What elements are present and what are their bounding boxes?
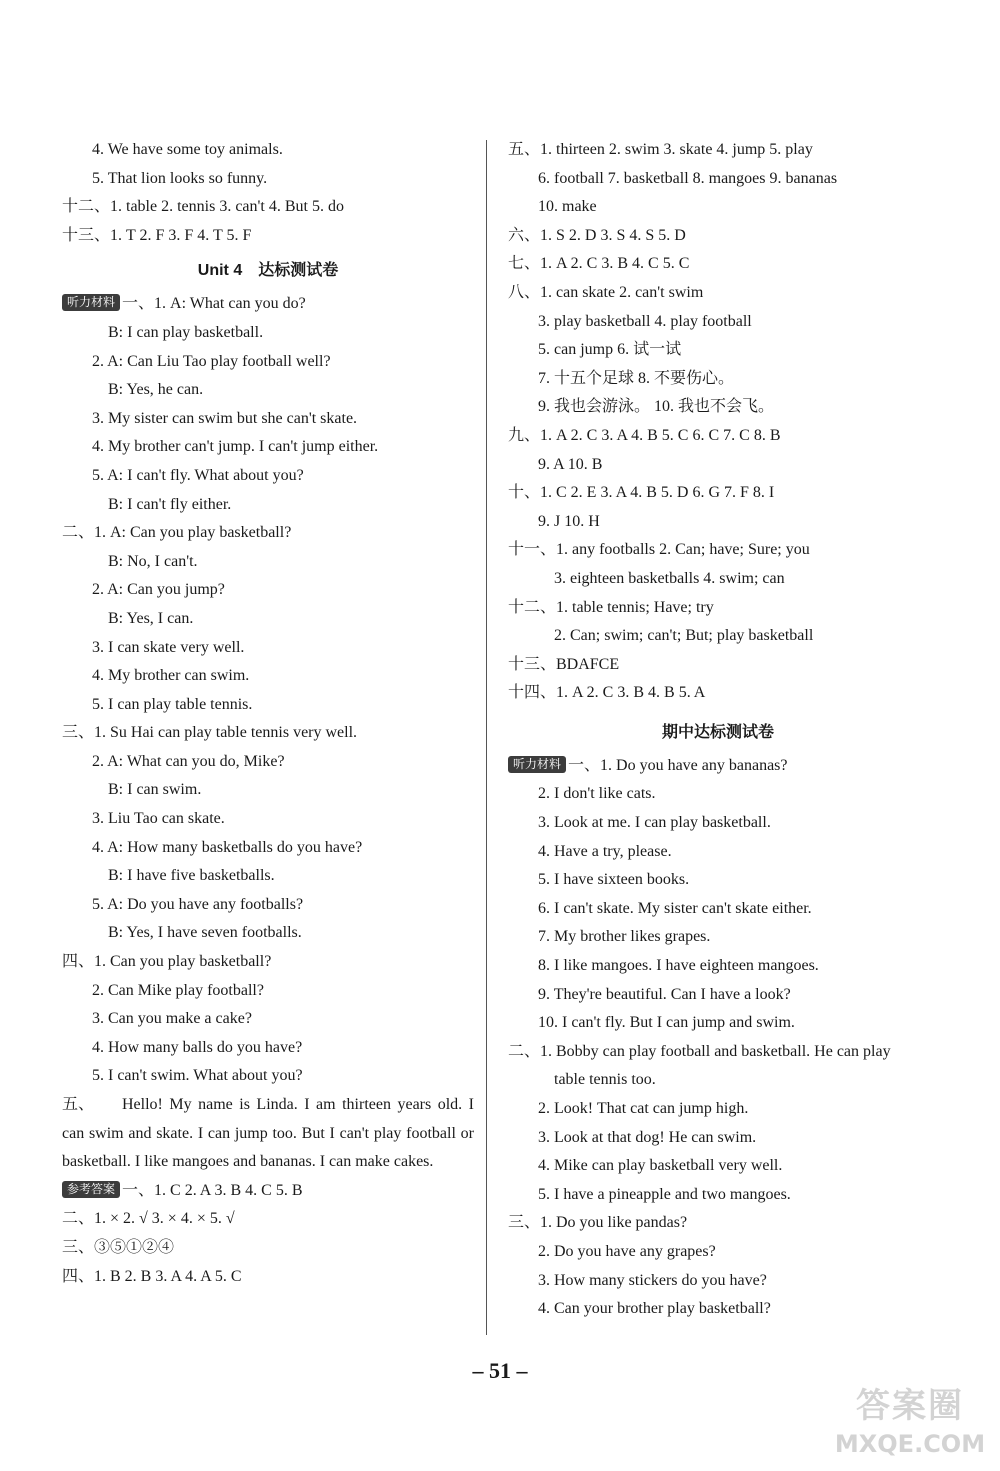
text-line: 4. How many balls do you have? [92,1038,303,1056]
passage-text: Hello! My name is Linda. I am thirteen years old. I can swim and skate. I can jump too. But I can't play football or basketball. I like mangoes and bananas. I can make cakes. [62,1096,474,1171]
passage [62,1091,474,1177]
text-line: B: Yes, I can. [108,609,194,627]
text-line: B: Yes, he can. [108,381,204,399]
text-line: 9. They're beautiful. Can I have a look? [538,985,791,1003]
answer-line: 十四、1. A 2. C 3. B 4. B 5. A [508,684,706,702]
answer-tag: 参考答案 [62,1181,120,1198]
text-line: 二、1. A: Can you play basketball? [62,524,292,542]
answer-line: 二、1. × 2. √ 3. × 4. × 5. √ [62,1210,235,1228]
text-line: B: I have five basketballs. [108,867,275,885]
text-line: 4. My brother can't jump. I can't jump either. [92,438,379,456]
listening-first-line [508,752,928,781]
text-line: table tennis too. [554,1071,656,1089]
answer-first-line [62,1177,474,1206]
text-line: 2. Can Mike play football? [92,981,264,999]
answer-line: 十二、1. table 2. tennis 3. can't 4. But 5. do [62,198,344,216]
text-line: 7. My brother likes grapes. [538,928,711,946]
text-line: B: Yes, I have seven footballs. [108,924,302,942]
answer-line: 十、1. C 2. E 3. A 4. B 5. D 6. G 7. F 8. I [508,484,775,502]
text-line: 5. I can play table tennis. [92,695,253,713]
answer-line: 八、1. can skate 2. can't swim [508,283,704,301]
answer-line: 十一、1. any footballs 2. Can; have; Sure; you [508,541,810,559]
text-line: 四、1. Can you play basketball? [62,953,272,971]
text-line: 2. Do you have any grapes? [538,1242,716,1260]
text-line: B: I can't fly either. [108,495,232,513]
passage-label: 五、 [62,1096,95,1113]
answer-line: 一、1. C 2. A 3. B 4. C 5. B [122,1181,303,1199]
answer-line: 9. 我也会游泳。 10. 我也不会飞。 [538,398,775,416]
answer-line: 九、1. A 2. C 3. A 4. B 5. C 6. C 7. C 8. B [508,426,781,444]
answer-line: 七、1. A 2. C 3. B 4. C 5. C [508,255,690,273]
text-line: 2. Look! That cat can jump high. [538,1100,749,1117]
text-line: 4. My brother can swim. [92,667,250,685]
text-line: 10. I can't fly. But I can jump and swim. [538,1014,795,1032]
text-line: 2. A: Can you jump? [92,581,225,599]
text-line: B: No, I can't. [108,552,198,570]
unit-title: Unit 4 达标测试卷 [197,262,339,280]
text-line: 5. That lion looks so funny. [92,169,268,187]
answer-line: 3. play basketball 4. play football [538,312,752,330]
answer-line: 十二、1. table tennis; Have; try [508,598,714,616]
text-line: 2. A: Can Liu Tao play football well? [92,352,331,370]
listening-tag: 听力材料 [508,756,566,773]
column-divider [486,140,487,1335]
midterm-title: 期中达标测试卷 [661,723,774,741]
text-line: 5. I can't swim. What about you? [92,1067,303,1085]
answer-line: 三、③⑤①②④ [62,1238,175,1256]
text-line: 3. Look at that dog! He can swim. [538,1128,757,1146]
text-line: 2. I don't like cats. [538,785,656,803]
text-line: 6. I can't skate. My sister can't skate either. [538,899,812,917]
text-line: 3. Look at me. I can play basketball. [538,814,771,832]
text-line: B: I can play basketball. [108,323,264,341]
text-line: 3. Liu Tao can skate. [92,810,225,828]
text-line: 4. Have a try, please. [538,842,672,860]
watermark-logo [830,1378,990,1464]
text-line: 三、1. Do you like pandas? [508,1214,688,1232]
text-line: 4. We have some toy animals. [92,141,283,158]
answer-line: 2. Can; swim; can't; But; play basketball [554,627,814,645]
listening-tag: 听力材料 [62,294,120,311]
answer-line: 六、1. S 2. D 3. S 4. S 5. D [508,226,686,244]
page-number: – 51 – [472,1358,528,1383]
text-line: 二、1. Bobby can play football and basketball. He can play [508,1042,891,1060]
text-line: 4. Can your brother play basketball? [538,1300,771,1318]
answer-line: 5. can jump 6. 试一试 [538,341,682,359]
answer-line: 9. A 10. B [538,455,603,473]
watermark-logo-text: 答案圈 [856,1386,964,1426]
answer-line: 3. eighteen basketballs 4. swim; can [554,569,785,587]
text-line: 5. A: Do you have any footballs? [92,895,304,913]
text-line: 8. I like mangoes. I have eighteen mangoes. [538,957,819,975]
text-line: 5. I have sixteen books. [538,871,690,889]
answer-line: 十三、BDAFCE [508,655,620,673]
watermark-url: MXQE.COM [834,1430,986,1458]
right-column [508,136,928,1324]
text-line: 3. I can skate very well. [92,638,245,656]
answer-line: 7. 十五个足球 8. 不要伤心。 [538,369,735,387]
text-line: 4. A: How many basketballs do you have? [92,838,363,856]
text-line: 一、1. A: What can you do? [122,295,306,313]
text-line: B: I can swim. [108,781,202,799]
listening-first-line [62,290,474,319]
text-line: 3. Can you make a cake? [92,1010,252,1028]
answer-line: 五、1. thirteen 2. swim 3. skate 4. jump 5. play [508,141,813,158]
answer-line: 10. make [538,198,597,216]
answer-line: 6. football 7. basketball 8. mangoes 9. bananas [538,169,838,187]
text-line: 一、1. Do you have any bananas? [568,756,788,774]
left-column [62,136,474,1291]
answer-line: 四、1. B 2. B 3. A 4. A 5. C [62,1267,242,1285]
answer-line: 十三、1. T 2. F 3. F 4. T 5. F [62,226,252,244]
text-line: 三、1. Su Hai can play table tennis very well. [62,724,358,742]
text-line: 3. How many stickers do you have? [538,1271,767,1289]
text-line: 2. A: What can you do, Mike? [92,752,285,770]
text-line: 3. My sister can swim but she can't skate. [92,409,358,427]
text-line: 5. I have a pineapple and two mangoes. [538,1185,791,1203]
text-line: 5. A: I can't fly. What about you? [92,466,304,484]
answer-line: 9. J 10. H [538,512,600,530]
text-line: 4. Mike can play basketball very well. [538,1157,783,1175]
